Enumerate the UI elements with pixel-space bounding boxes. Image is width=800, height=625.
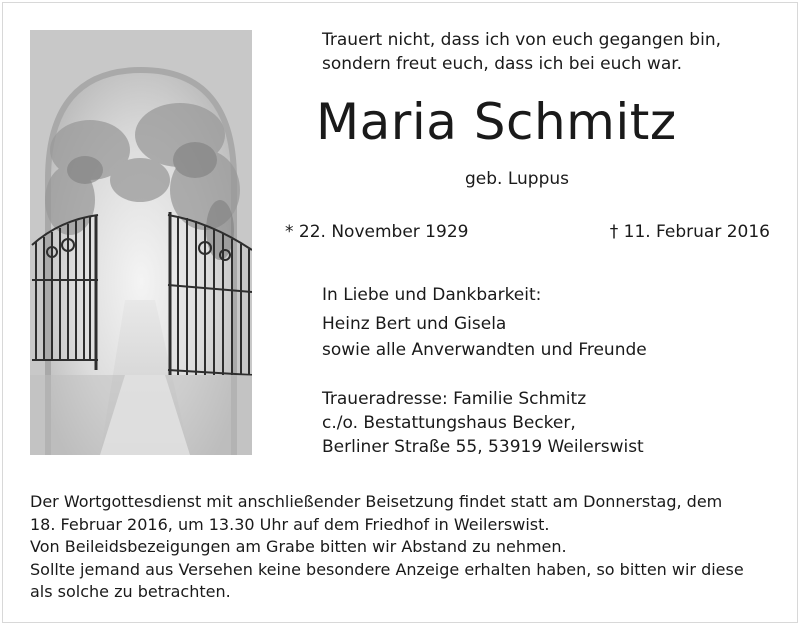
deceased-name: Maria Schmitz — [316, 93, 677, 151]
notice-line-2: 18. Februar 2016, um 13.30 Uhr auf dem Friedhof in Weilerswist. — [30, 514, 550, 534]
mourners-block — [322, 282, 762, 363]
notice-line-5: als solche zu betrachten. — [30, 582, 231, 601]
notice-line-4: Sollte jemand aus Versehen keine besondere Anzeige erhalten haben, so bitten wir diese — [30, 559, 744, 579]
address-line-3: Berliner Straße 55, 53919 Weilerswist — [322, 437, 644, 457]
notice-line-1: Der Wortgottesdienst mit anschließender Beisetzung findet statt am Donnerstag, dem — [30, 492, 723, 511]
mourning-address — [322, 387, 762, 459]
quote-line-2: sondern freut euch, dass ich bei euch war. — [322, 54, 683, 74]
maiden-name: geb. Luppus — [464, 169, 569, 189]
open-garden-gate-image — [30, 30, 252, 455]
mourners-line-2: sowie alle Anverwandten und Freunde — [322, 340, 647, 360]
quote-line-1: Trauert nicht, dass ich von euch gegangen bin, — [322, 30, 722, 50]
notice-line-3: Von Beileidsbezeigungen am Grabe bitten wir Abstand zu nehmen. — [30, 537, 567, 556]
memorial-quote — [322, 28, 762, 76]
mourners-intro: In Liebe und Dankbarkeit: — [322, 285, 542, 305]
funeral-notice — [30, 491, 775, 604]
address-line-1: Traueradresse: Familie Schmitz — [322, 389, 587, 409]
address-line-2: c./o. Bestattungshaus Becker, — [322, 413, 576, 433]
mourners-line-1: Heinz Bert und Gisela — [322, 314, 507, 334]
death-date: † 11. Februar 2016 — [609, 222, 770, 242]
birth-date: * 22. November 1929 — [285, 222, 469, 242]
